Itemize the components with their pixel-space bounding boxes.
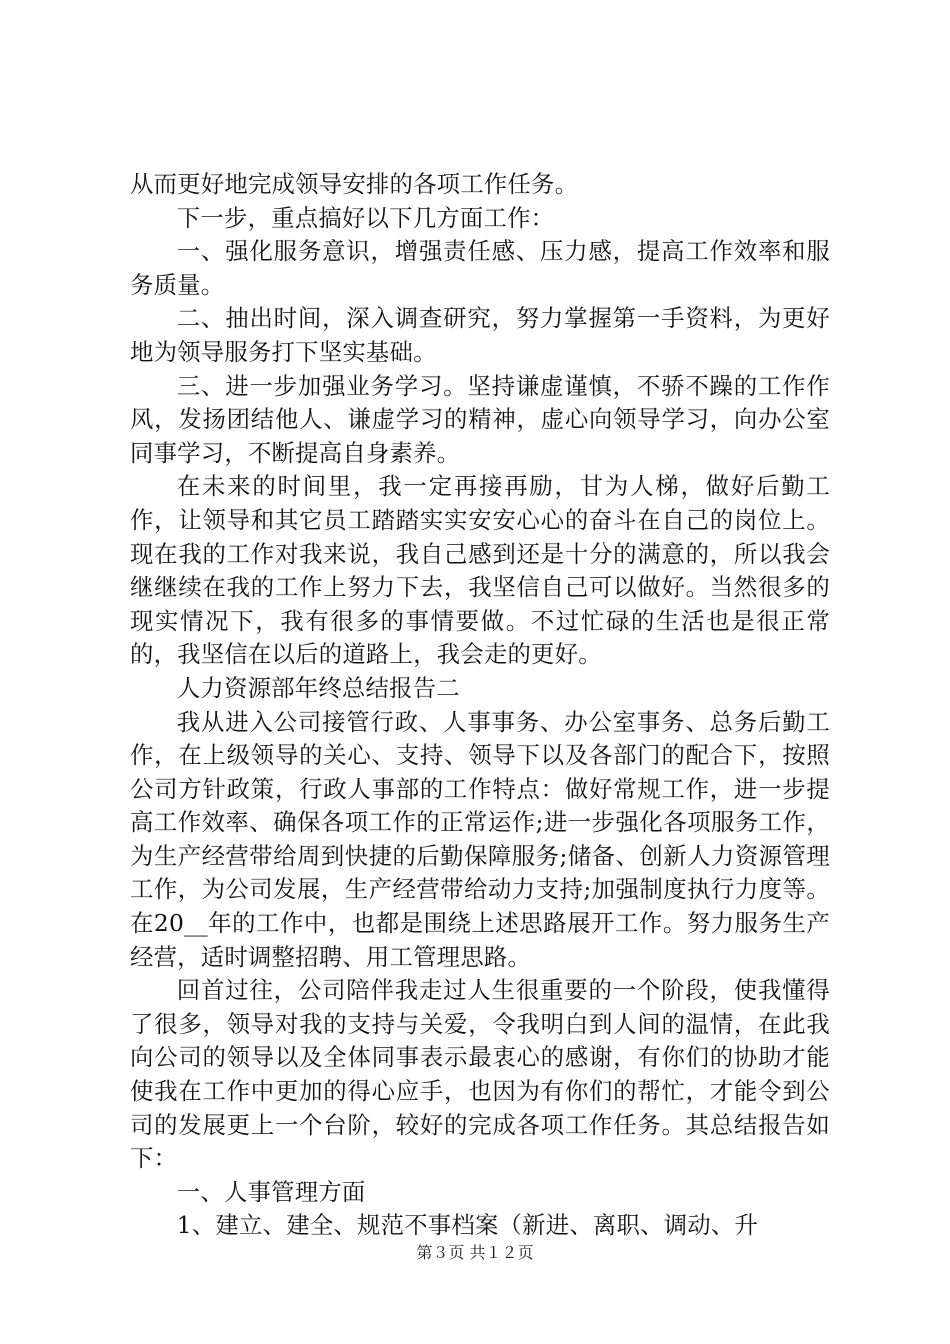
paragraph: 下一步，重点搞好以下几方面工作： xyxy=(176,203,555,232)
paragraph: 回首过往，公司陪伴我走过人生很重要的一个阶段，使我懂得了很多，领导对我的支持与关爱，令我明白到人间的温情，在此我向公司的领导以及全体同事表示最衷心的感谢，有你们的协助才能使我在工作中更加的得心应手，也因为有你们的帮忙，才能令到公司的发展更上一个台阶，较好的完成各项工作任务。其总结报告如下： xyxy=(130,976,830,1173)
paragraph: 二、抽出时间，深入调查研究，努力掌握第一手资料，为更好地为领导服务打下坚实基础。 xyxy=(130,304,830,366)
page-number: 第３页 共１２页 xyxy=(416,1243,534,1262)
paragraph: 从而更好地完成领导安排的各项工作任务。 xyxy=(130,170,579,198)
page-footer xyxy=(0,1243,950,1263)
paragraph: 我从进入公司接管行政、人事事务、办公室事务、总务后勤工作，在上级领导的关心、支持、领导下以及各部门的配合下，按照公司方针政策，行政人事部的工作特点：做好常规工作，进一步提高工作效率、确保各项工作的正常运作;进一步强化各项服务工作，为生产经营带给周到快捷的后勤保障服务;储备、创新人力资源管理工作，为公司发展，生产经营带给动力支持;加强制度执行力度等。在20__年的工作中，也都是围绕上述思路展开工作。努力服务生产经营，适时调整招聘、用工管理思路。 xyxy=(130,707,830,971)
document-body xyxy=(130,168,830,1243)
paragraph: 1、建立、建全、规范不事档案（新进、离职、调动、升 xyxy=(176,1211,759,1240)
section-heading: 一、人事管理方面 xyxy=(176,1177,366,1206)
paragraph: 一、强化服务意识，增强责任感、压力感，提高工作效率和服务质量。 xyxy=(130,237,830,299)
paragraph: 在未来的时间里，我一定再接再励，甘为人梯，做好后勤工作，让领导和其它员工踏踏实实安安心心的奋斗在自己的岗位上。现在我的工作对我来说，我自己感到还是十分的满意的，所以我会继继续在我的工作上努力下去，我坚信自己可以做好。当然很多的现实情况下，我有很多的事情要做。不过忙碌的生活也是很正常的，我坚信在以后的道路上，我会走的更好。 xyxy=(130,472,830,669)
section-heading: 人力资源部年终总结报告二 xyxy=(176,673,460,702)
paragraph: 三、进一步加强业务学习。坚持谦虚谨慎，不骄不躁的工作作风，发扬团结他人、谦虚学习的精神，虚心向领导学习，向办公室同事学习，不断提高自身素养。 xyxy=(130,371,830,467)
